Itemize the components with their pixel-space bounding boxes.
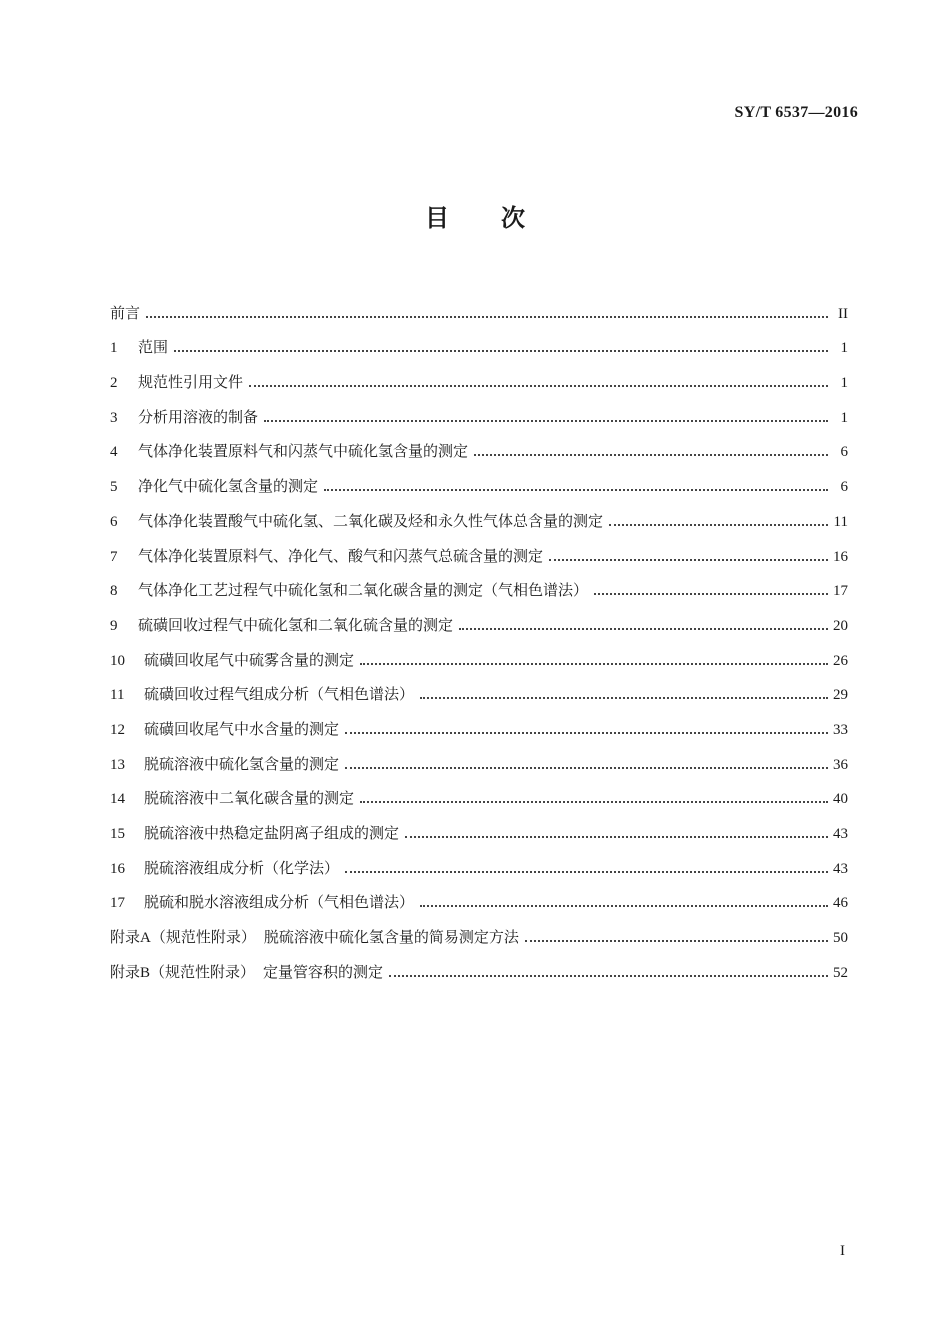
toc-entry-page: 26 <box>833 652 848 669</box>
toc-entry-page: 1 <box>840 409 848 426</box>
toc-entry-label: 气体净化装置原料气和闪蒸气中硫化氢含量的测定 <box>138 444 469 461</box>
toc-entry-label: 硫磺回收过程气组成分析（气相色谱法） <box>144 687 415 704</box>
dot-leader <box>360 663 828 665</box>
toc-entry-number: 附录A（规范性附录） <box>110 930 256 947</box>
toc-entry-number: 2 <box>110 375 118 392</box>
toc-entry-number: 11 <box>110 687 125 704</box>
toc-entry-label: 气体净化装置酸气中硫化氢、二氧化碳及烃和永久性气体总含量的测定 <box>138 513 604 530</box>
toc-entry-number: 4 <box>110 444 118 461</box>
toc-entry[interactable] <box>110 392 848 427</box>
toc-entry-label: 脱硫和脱水溶液组成分析（气相色谱法） <box>144 895 415 912</box>
table-of-contents <box>110 288 848 982</box>
toc-entry-label: 定量管容积的测定 <box>263 964 384 981</box>
dot-leader <box>249 385 828 387</box>
toc-entry-label: 硫磺回收过程气中硫化氢和二氧化硫含量的测定 <box>138 617 454 634</box>
dot-leader <box>324 489 828 491</box>
toc-entry[interactable] <box>110 566 848 601</box>
toc-entry-page: 43 <box>833 860 848 877</box>
toc-entry-page: 1 <box>840 375 848 392</box>
dot-leader <box>360 801 828 803</box>
toc-entry-page: 17 <box>833 583 848 600</box>
dot-leader <box>264 420 828 422</box>
toc-entry-label: 气体净化工艺过程气中硫化氢和二氧化碳含量的测定（气相色谱法） <box>138 583 589 600</box>
toc-entry-number: 8 <box>110 583 118 600</box>
toc-entry[interactable] <box>110 808 848 843</box>
toc-entry-number: 17 <box>110 895 125 912</box>
toc-entry-label: 脱硫溶液中硫化氢含量的测定 <box>144 756 340 773</box>
toc-entry-label: 脱硫溶液中热稳定盐阴离子组成的测定 <box>144 826 400 842</box>
toc-entry-label: 前言 <box>110 305 141 322</box>
toc-entry-page: 6 <box>840 444 848 461</box>
toc-entry-page: 36 <box>833 756 848 773</box>
dot-leader <box>420 697 828 699</box>
dot-leader <box>389 975 828 977</box>
toc-entry[interactable] <box>110 843 848 878</box>
toc-entry-label: 气体净化装置原料气、净化气、酸气和闪蒸气总硫含量的测定 <box>138 548 544 565</box>
toc-entry-number: 5 <box>110 479 118 496</box>
toc-entry[interactable] <box>110 774 848 809</box>
toc-entry-number: 16 <box>110 860 125 877</box>
dot-leader <box>405 836 828 838</box>
toc-entry-page: 20 <box>833 617 848 634</box>
toc-entry-label: 规范性引用文件 <box>138 375 244 392</box>
dot-leader <box>525 940 828 942</box>
toc-entry[interactable] <box>110 704 848 739</box>
toc-entry-page: 46 <box>833 895 848 912</box>
toc-entry-number: 15 <box>110 826 125 842</box>
toc-entry-number: 附录B（规范性附录） <box>110 964 256 981</box>
dot-leader <box>594 593 828 595</box>
dot-leader <box>549 559 828 561</box>
toc-entry[interactable] <box>110 461 848 496</box>
toc-entry-number: 1 <box>110 340 118 357</box>
dot-leader <box>474 454 828 456</box>
toc-entry[interactable] <box>110 600 848 635</box>
dot-leader <box>345 871 828 873</box>
toc-entry-page: 16 <box>833 548 848 565</box>
toc-entry-number: 6 <box>110 513 118 530</box>
toc-entry[interactable] <box>110 427 848 462</box>
toc-entry-page: 50 <box>833 930 848 947</box>
toc-entry[interactable] <box>110 288 848 323</box>
toc-entry[interactable] <box>110 670 848 705</box>
toc-entry[interactable] <box>110 496 848 531</box>
toc-entry-label: 硫磺回收尾气中水含量的测定 <box>144 721 340 738</box>
dot-leader <box>420 905 828 907</box>
toc-entry[interactable] <box>110 912 848 947</box>
toc-entry-label: 硫磺回收尾气中硫雾含量的测定 <box>144 652 355 669</box>
toc-entry-number: 14 <box>110 791 125 808</box>
standard-number: SY/T 6537—2016 <box>734 104 858 121</box>
toc-entry-number: 12 <box>110 721 125 738</box>
toc-entry[interactable] <box>110 878 848 913</box>
toc-entry-page: 33 <box>833 721 848 738</box>
dot-leader <box>345 732 828 734</box>
toc-entry-number: 9 <box>110 617 118 634</box>
toc-entry-number: 10 <box>110 652 125 669</box>
toc-entry-page: 52 <box>833 964 848 981</box>
dot-leader <box>609 524 828 526</box>
toc-entry-number: 7 <box>110 548 118 565</box>
toc-entry-number: 13 <box>110 756 125 773</box>
toc-entry-page: II <box>838 305 848 322</box>
toc-entry-label: 净化气中硫化氢含量的测定 <box>138 479 319 496</box>
dot-leader <box>174 350 828 352</box>
toc-entry-label: 分析用溶液的制备 <box>138 409 259 426</box>
page-number: I <box>840 1243 845 1259</box>
toc-entry[interactable] <box>110 323 848 358</box>
dot-leader <box>459 628 828 630</box>
dot-leader <box>345 767 828 769</box>
toc-entry-page: 6 <box>840 479 848 496</box>
dot-leader <box>146 316 828 318</box>
toc-entry-label: 范围 <box>138 340 169 357</box>
toc-entry[interactable] <box>110 739 848 774</box>
toc-entry-label: 脱硫溶液组成分析（化学法） <box>144 860 340 877</box>
toc-entry-page: 1 <box>840 340 848 357</box>
toc-entry-label: 脱硫溶液中硫化氢含量的简易测定方法 <box>263 930 519 947</box>
toc-entry-page: 43 <box>833 826 848 842</box>
toc-entry[interactable] <box>110 635 848 670</box>
toc-entry[interactable] <box>110 531 848 566</box>
toc-entry-page: 29 <box>833 687 848 704</box>
toc-entry-page: 40 <box>833 791 848 808</box>
toc-entry-page: 11 <box>833 513 848 530</box>
toc-entry[interactable] <box>110 357 848 392</box>
toc-entry-number: 3 <box>110 409 118 426</box>
toc-entry[interactable] <box>110 947 848 982</box>
toc-entry-label: 脱硫溶液中二氧化碳含量的测定 <box>144 791 355 808</box>
page-title: 目次 <box>425 206 577 232</box>
